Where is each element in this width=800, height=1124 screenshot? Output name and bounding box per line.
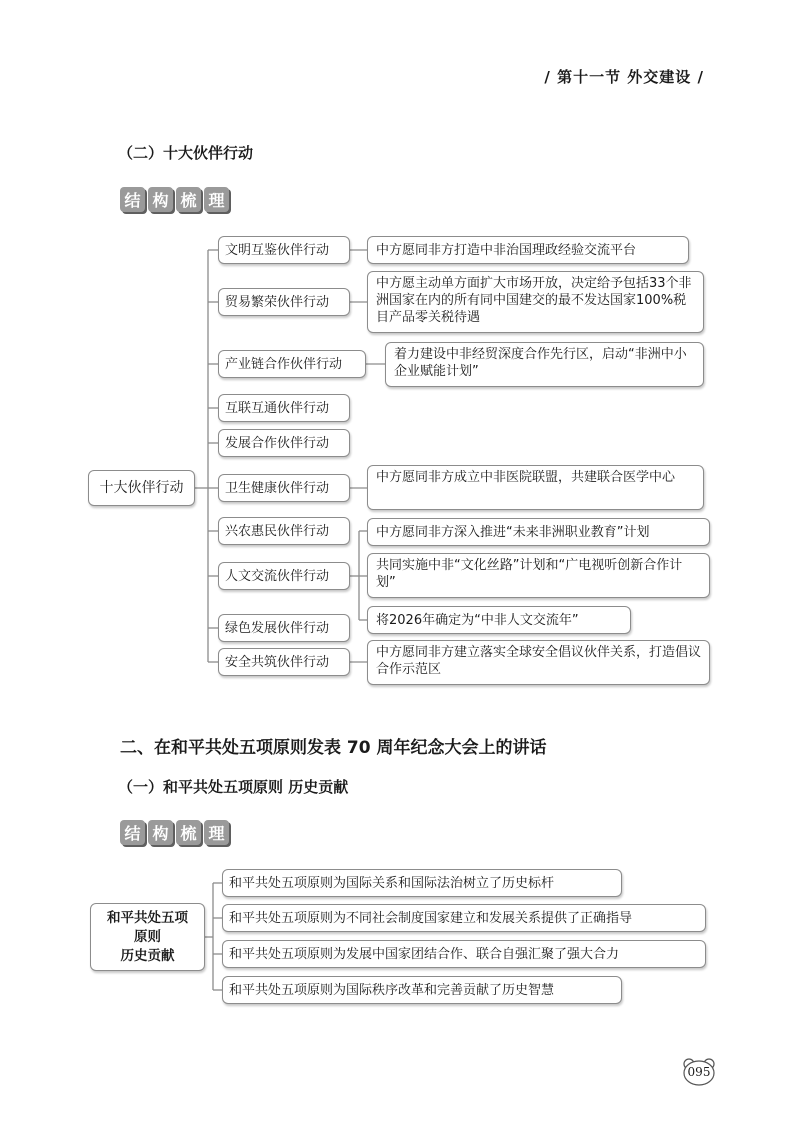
detail-box bbox=[367, 640, 710, 685]
action-label: 互联互通伙伴行动 bbox=[225, 400, 330, 416]
detail-box bbox=[367, 518, 710, 546]
root-line: 和平共处五项 bbox=[107, 909, 188, 926]
page-number: 095 bbox=[687, 1065, 711, 1079]
action-node bbox=[218, 350, 366, 378]
action-node bbox=[218, 562, 350, 590]
action-label: 绿色发展伙伴行动 bbox=[225, 620, 330, 636]
action-node bbox=[218, 236, 350, 264]
detail-box bbox=[367, 553, 710, 598]
badge-char: 梳 bbox=[176, 187, 201, 212]
principle-item bbox=[222, 869, 622, 897]
action-node bbox=[218, 648, 350, 676]
subheading-history-contribution: （一）和平共处五项原则 历史贡献 bbox=[118, 778, 349, 796]
action-label: 发展合作伙伴行动 bbox=[225, 435, 330, 451]
detail-box bbox=[367, 606, 631, 634]
detail-text: 中方愿同非方深入推进“未来非洲职业教育”计划 bbox=[376, 524, 650, 540]
page-number-badge bbox=[682, 1056, 716, 1086]
principle-text: 和平共处五项原则为国际关系和国际法治树立了历史标杆 bbox=[229, 875, 555, 891]
badge-char: 结 bbox=[120, 187, 145, 212]
action-node bbox=[218, 288, 350, 316]
structure-badge bbox=[120, 820, 229, 845]
detail-text: 中方愿同非方建立落实全球安全倡议伙伴关系，打造倡议合作示范区 bbox=[376, 645, 702, 677]
action-label: 文明互鉴伙伴行动 bbox=[225, 242, 330, 258]
detail-box bbox=[385, 342, 704, 387]
badge-char: 构 bbox=[148, 187, 173, 212]
action-label: 卫生健康伙伴行动 bbox=[225, 480, 330, 496]
principle-item bbox=[222, 976, 622, 1004]
badge-char: 理 bbox=[204, 820, 229, 845]
action-label: 产业链合作伙伴行动 bbox=[225, 356, 343, 372]
principle-text: 和平共处五项原则为国际秩序改革和完善贡献了历史智慧 bbox=[229, 982, 555, 998]
detail-text: 将2026年确定为“中非人文交流年” bbox=[376, 612, 579, 628]
principle-text: 和平共处五项原则为发展中国家团结合作、联合自强汇聚了强大合力 bbox=[229, 946, 620, 962]
detail-text: 中方愿同非方打造中非治国理政经验交流平台 bbox=[376, 242, 637, 258]
root-line: 历史贡献 bbox=[120, 947, 175, 964]
badge-char: 结 bbox=[120, 820, 145, 845]
action-node bbox=[218, 517, 350, 545]
action-label: 人文交流伙伴行动 bbox=[225, 568, 330, 584]
action-label: 兴农惠民伙伴行动 bbox=[225, 523, 330, 539]
badge-char: 理 bbox=[204, 187, 229, 212]
principle-item bbox=[222, 940, 706, 968]
detail-box bbox=[367, 271, 704, 333]
detail-text: 中方愿同非方成立中非医院联盟，共建联合医学中心 bbox=[376, 470, 676, 485]
action-node bbox=[218, 474, 350, 502]
detail-box bbox=[367, 236, 689, 264]
action-node bbox=[218, 614, 350, 642]
detail-text: 着力建设中非经贸深度合作先行区，启动“非洲中小企业赋能计划” bbox=[394, 347, 687, 379]
detail-text: 共同实施中非“文化丝路”计划和“广电视听创新合作计划” bbox=[376, 558, 683, 590]
root-label: 十大伙伴行动 bbox=[99, 479, 184, 496]
root-node-five-principles bbox=[90, 903, 205, 971]
badge-char: 构 bbox=[148, 820, 173, 845]
chapter-header: / 第十一节 外交建设 / bbox=[544, 68, 704, 86]
principle-item bbox=[222, 904, 706, 932]
principle-text: 和平共处五项原则为不同社会制度国家建立和发展关系提供了正确指导 bbox=[229, 910, 633, 926]
action-label: 贸易繁荣伙伴行动 bbox=[225, 294, 330, 310]
action-node bbox=[218, 394, 350, 422]
action-label: 安全共筑伙伴行动 bbox=[225, 654, 330, 670]
heading-section-two: 二、在和平共处五项原则发表 70 周年纪念大会上的讲话 bbox=[120, 738, 547, 758]
badge-char: 梳 bbox=[176, 820, 201, 845]
action-node bbox=[218, 429, 350, 457]
root-line: 原则 bbox=[134, 928, 161, 945]
root-node-partner-actions bbox=[88, 470, 195, 506]
detail-box bbox=[367, 465, 704, 510]
detail-text: 中方愿主动单方面扩大市场开放，决定给予包括33个非洲国家在内的所有同中国建交的最不发达国家100%税目产品零关税待遇 bbox=[376, 276, 692, 325]
subheading-partner-actions: （二）十大伙伴行动 bbox=[118, 144, 254, 162]
